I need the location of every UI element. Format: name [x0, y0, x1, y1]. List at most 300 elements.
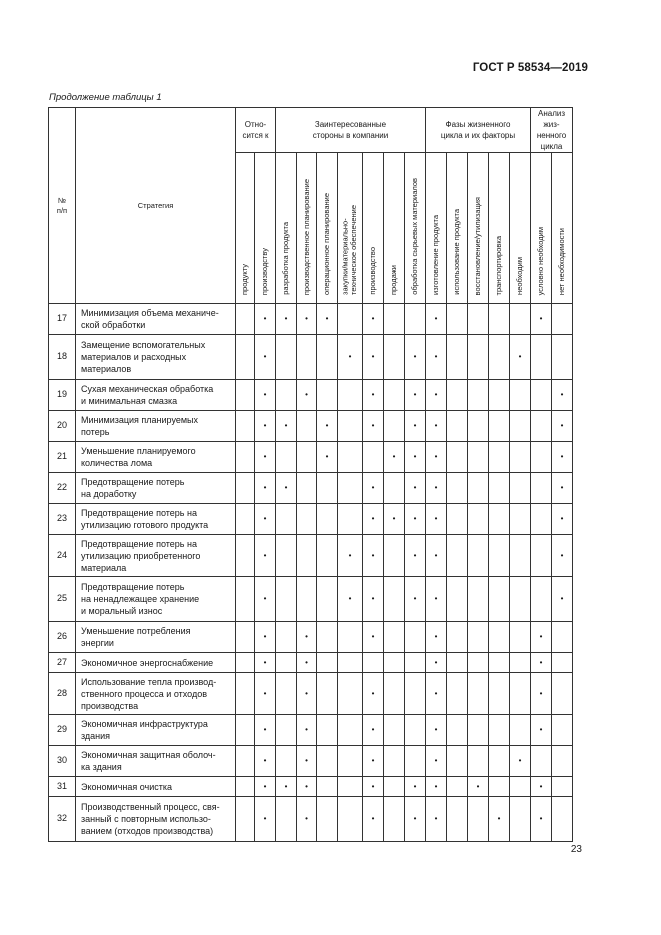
empty-cell	[468, 304, 489, 335]
mark-cell: •	[405, 442, 426, 473]
empty-cell	[552, 746, 573, 777]
empty-cell	[447, 577, 468, 622]
mark-cell: •	[363, 504, 384, 535]
mark-cell: •	[297, 715, 317, 746]
table-row	[49, 442, 573, 473]
empty-cell	[510, 715, 531, 746]
mark-cell: •	[405, 380, 426, 411]
number-header: № п/п	[49, 108, 76, 304]
empty-cell	[489, 535, 510, 577]
empty-cell	[338, 442, 363, 473]
empty-cell	[405, 715, 426, 746]
empty-cell	[489, 304, 510, 335]
empty-cell	[552, 304, 573, 335]
empty-cell	[384, 673, 405, 715]
group-header: Заинтересованные стороны в компании	[276, 108, 426, 153]
empty-cell	[447, 653, 468, 673]
group-header: Отно- сится к	[236, 108, 276, 153]
empty-cell	[489, 777, 510, 797]
empty-cell	[468, 504, 489, 535]
mark-cell: •	[552, 442, 573, 473]
column-header	[510, 153, 531, 304]
empty-cell	[363, 442, 384, 473]
empty-cell	[489, 746, 510, 777]
empty-cell	[236, 653, 255, 673]
mark-cell: •	[255, 715, 276, 746]
empty-cell	[276, 535, 297, 577]
empty-cell	[338, 304, 363, 335]
empty-cell	[489, 473, 510, 504]
mark-cell: •	[531, 797, 552, 842]
empty-cell	[297, 335, 317, 380]
mark-cell: •	[255, 746, 276, 777]
empty-cell	[447, 442, 468, 473]
mark-cell: •	[297, 380, 317, 411]
empty-cell	[317, 622, 338, 653]
mark-cell: •	[255, 473, 276, 504]
empty-cell	[338, 622, 363, 653]
mark-cell: •	[363, 473, 384, 504]
empty-cell	[338, 411, 363, 442]
strategy-cell: Производственный процесс, свя- занный с повторным использо- ванием (отходов производства)	[76, 797, 236, 842]
page-number: 23	[570, 844, 582, 855]
mark-cell: •	[531, 715, 552, 746]
empty-cell	[236, 473, 255, 504]
standard-number: ГОСТ Р 58534—2019	[472, 62, 588, 74]
mark-cell: •	[255, 442, 276, 473]
mark-cell: •	[363, 535, 384, 577]
empty-cell	[384, 746, 405, 777]
empty-cell	[468, 797, 489, 842]
empty-cell	[276, 797, 297, 842]
row-number: 23	[49, 504, 76, 535]
mark-cell: •	[363, 577, 384, 622]
row-number: 21	[49, 442, 76, 473]
empty-cell	[447, 504, 468, 535]
mark-cell: •	[363, 411, 384, 442]
column-header-label: разработка продукта	[280, 222, 290, 295]
empty-cell	[317, 535, 338, 577]
empty-cell	[468, 335, 489, 380]
empty-cell	[236, 380, 255, 411]
empty-cell	[447, 797, 468, 842]
mark-cell: •	[255, 304, 276, 335]
mark-cell: •	[426, 653, 447, 673]
empty-cell	[384, 653, 405, 673]
empty-cell	[447, 304, 468, 335]
empty-cell	[297, 577, 317, 622]
empty-cell	[317, 746, 338, 777]
column-header-label: производству	[259, 247, 269, 295]
mark-cell: •	[426, 442, 447, 473]
mark-cell: •	[255, 535, 276, 577]
empty-cell	[236, 797, 255, 842]
empty-cell	[531, 473, 552, 504]
group-header: Анализ жиз- ненного цикла	[531, 108, 573, 153]
empty-cell	[317, 335, 338, 380]
mark-cell: •	[363, 380, 384, 411]
empty-cell	[489, 715, 510, 746]
empty-cell	[552, 653, 573, 673]
empty-cell	[510, 673, 531, 715]
mark-cell: •	[255, 577, 276, 622]
mark-cell: •	[363, 797, 384, 842]
empty-cell	[317, 473, 338, 504]
table-row	[49, 746, 573, 777]
row-number: 20	[49, 411, 76, 442]
empty-cell	[317, 673, 338, 715]
mark-cell: •	[297, 673, 317, 715]
table-row	[49, 653, 573, 673]
table-row	[49, 797, 573, 842]
table-row	[49, 673, 573, 715]
mark-cell: •	[552, 380, 573, 411]
mark-cell: •	[531, 777, 552, 797]
mark-cell: •	[426, 777, 447, 797]
mark-cell: •	[426, 746, 447, 777]
empty-cell	[447, 380, 468, 411]
strategy-table	[48, 107, 573, 842]
mark-cell: •	[297, 777, 317, 797]
empty-cell	[489, 411, 510, 442]
column-header-label: транспортировка	[493, 235, 503, 295]
empty-cell	[405, 622, 426, 653]
empty-cell	[447, 473, 468, 504]
empty-cell	[384, 622, 405, 653]
empty-cell	[468, 442, 489, 473]
column-header	[297, 153, 317, 304]
column-header-label: условно необходим	[535, 226, 545, 295]
empty-cell	[405, 746, 426, 777]
empty-cell	[276, 653, 297, 673]
row-number: 31	[49, 777, 76, 797]
empty-cell	[447, 622, 468, 653]
empty-cell	[236, 304, 255, 335]
empty-cell	[384, 304, 405, 335]
mark-cell: •	[405, 777, 426, 797]
table-row	[49, 335, 573, 380]
mark-cell: •	[552, 411, 573, 442]
empty-cell	[552, 797, 573, 842]
empty-cell	[276, 335, 297, 380]
empty-cell	[317, 777, 338, 797]
mark-cell: •	[426, 380, 447, 411]
empty-cell	[468, 622, 489, 653]
strategy-cell: Предотвращение потерь на утилизацию готового продукта	[76, 504, 236, 535]
mark-cell: •	[426, 673, 447, 715]
strategy-cell: Экономичное энергоснабжение	[76, 653, 236, 673]
table-row	[49, 411, 573, 442]
empty-cell	[236, 715, 255, 746]
mark-cell: •	[426, 715, 447, 746]
mark-cell: •	[255, 335, 276, 380]
empty-cell	[447, 673, 468, 715]
empty-cell	[531, 411, 552, 442]
empty-cell	[531, 535, 552, 577]
column-header-label: обработка сырьевых материалов	[409, 178, 419, 295]
mark-cell: •	[426, 473, 447, 504]
empty-cell	[384, 535, 405, 577]
mark-cell: •	[405, 411, 426, 442]
empty-cell	[552, 335, 573, 380]
mark-cell: •	[363, 622, 384, 653]
column-header	[255, 153, 276, 304]
mark-cell: •	[338, 335, 363, 380]
table-caption: Продолжение таблицы 1	[49, 92, 162, 103]
column-header	[447, 153, 468, 304]
mark-cell: •	[317, 411, 338, 442]
column-header-label: продажи	[388, 265, 398, 295]
empty-cell	[236, 622, 255, 653]
mark-cell: •	[255, 504, 276, 535]
empty-cell	[489, 442, 510, 473]
empty-cell	[236, 746, 255, 777]
empty-cell	[276, 673, 297, 715]
empty-cell	[489, 577, 510, 622]
empty-cell	[468, 577, 489, 622]
mark-cell: •	[255, 777, 276, 797]
empty-cell	[447, 411, 468, 442]
empty-cell	[531, 380, 552, 411]
empty-cell	[468, 746, 489, 777]
strategy-cell: Замещение вспомогательных материалов и расходных материалов	[76, 335, 236, 380]
empty-cell	[384, 797, 405, 842]
empty-cell	[510, 577, 531, 622]
empty-cell	[276, 504, 297, 535]
mark-cell: •	[426, 335, 447, 380]
empty-cell	[468, 380, 489, 411]
mark-cell: •	[552, 504, 573, 535]
empty-cell	[405, 673, 426, 715]
column-header	[468, 153, 489, 304]
empty-cell	[338, 653, 363, 673]
mark-cell: •	[363, 673, 384, 715]
empty-cell	[531, 335, 552, 380]
table-row	[49, 535, 573, 577]
strategy-header: Стратегия	[76, 108, 236, 304]
empty-cell	[405, 653, 426, 673]
table-row	[49, 473, 573, 504]
empty-cell	[447, 777, 468, 797]
empty-cell	[468, 715, 489, 746]
mark-cell: •	[297, 304, 317, 335]
column-header	[384, 153, 405, 304]
empty-cell	[338, 746, 363, 777]
empty-cell	[489, 622, 510, 653]
column-header-label: закупки/материально- техническое обеспечение	[340, 205, 358, 295]
empty-cell	[276, 380, 297, 411]
table-row	[49, 577, 573, 622]
column-header	[426, 153, 447, 304]
empty-cell	[236, 673, 255, 715]
mark-cell: •	[426, 797, 447, 842]
mark-cell: •	[255, 622, 276, 653]
mark-cell: •	[489, 797, 510, 842]
mark-cell: •	[405, 473, 426, 504]
empty-cell	[489, 653, 510, 673]
mark-cell: •	[531, 653, 552, 673]
empty-cell	[552, 715, 573, 746]
strategy-cell: Уменьшение потребления энергии	[76, 622, 236, 653]
mark-cell: •	[363, 335, 384, 380]
empty-cell	[468, 673, 489, 715]
empty-cell	[317, 715, 338, 746]
strategy-cell: Предотвращение потерь на ненадлежащее хранение и моральный износ	[76, 577, 236, 622]
mark-cell: •	[426, 304, 447, 335]
column-header-label: необходим	[514, 257, 524, 295]
empty-cell	[510, 380, 531, 411]
empty-cell	[384, 335, 405, 380]
table-row	[49, 304, 573, 335]
empty-cell	[317, 577, 338, 622]
mark-cell: •	[255, 673, 276, 715]
empty-cell	[531, 577, 552, 622]
mark-cell: •	[405, 535, 426, 577]
row-number: 29	[49, 715, 76, 746]
column-header	[489, 153, 510, 304]
empty-cell	[363, 653, 384, 673]
mark-cell: •	[405, 335, 426, 380]
mark-cell: •	[338, 535, 363, 577]
empty-cell	[276, 746, 297, 777]
table-row	[49, 622, 573, 653]
empty-cell	[489, 335, 510, 380]
column-header	[531, 153, 552, 304]
column-header	[338, 153, 363, 304]
mark-cell: •	[426, 411, 447, 442]
empty-cell	[510, 535, 531, 577]
empty-cell	[552, 777, 573, 797]
empty-cell	[531, 504, 552, 535]
empty-cell	[468, 653, 489, 673]
mark-cell: •	[317, 304, 338, 335]
empty-cell	[447, 535, 468, 577]
strategy-cell: Минимизация планируемых потерь	[76, 411, 236, 442]
column-header-label: продукту	[239, 264, 249, 295]
row-number: 25	[49, 577, 76, 622]
column-header	[317, 153, 338, 304]
strategy-cell: Предотвращение потерь на утилизацию приобретенного материала	[76, 535, 236, 577]
empty-cell	[384, 380, 405, 411]
strategy-cell: Сухая механическая обработка и минимальная смазка	[76, 380, 236, 411]
empty-cell	[531, 442, 552, 473]
column-header-label: производственное планирование	[301, 178, 311, 295]
strategy-cell: Экономичная инфраструктура здания	[76, 715, 236, 746]
table-body	[49, 304, 573, 842]
column-header-label: восстановление/утилизация	[472, 196, 482, 295]
column-header	[552, 153, 573, 304]
row-number: 26	[49, 622, 76, 653]
mark-cell: •	[552, 535, 573, 577]
empty-cell	[489, 673, 510, 715]
empty-cell	[447, 715, 468, 746]
empty-cell	[384, 715, 405, 746]
empty-cell	[236, 442, 255, 473]
column-header	[405, 153, 426, 304]
mark-cell: •	[363, 715, 384, 746]
empty-cell	[384, 411, 405, 442]
mark-cell: •	[297, 622, 317, 653]
column-header	[276, 153, 297, 304]
column-header-label: нет необходимости	[556, 227, 566, 295]
mark-cell: •	[384, 504, 405, 535]
mark-cell: •	[426, 622, 447, 653]
row-number: 28	[49, 673, 76, 715]
empty-cell	[510, 622, 531, 653]
empty-cell	[447, 746, 468, 777]
empty-cell	[489, 380, 510, 411]
empty-cell	[489, 504, 510, 535]
empty-cell	[468, 473, 489, 504]
mark-cell: •	[255, 411, 276, 442]
empty-cell	[510, 504, 531, 535]
empty-cell	[276, 577, 297, 622]
empty-cell	[338, 673, 363, 715]
empty-cell	[297, 411, 317, 442]
strategy-cell: Использование тепла производ- ственного процесса и отходов производства	[76, 673, 236, 715]
row-number: 27	[49, 653, 76, 673]
table-row	[49, 715, 573, 746]
empty-cell	[468, 411, 489, 442]
empty-cell	[236, 335, 255, 380]
mark-cell: •	[297, 746, 317, 777]
mark-cell: •	[426, 535, 447, 577]
strategy-cell: Экономичная защитная оболоч- ка здания	[76, 746, 236, 777]
empty-cell	[338, 473, 363, 504]
empty-cell	[276, 622, 297, 653]
empty-cell	[236, 777, 255, 797]
strategy-cell: Уменьшение планируемого количества лома	[76, 442, 236, 473]
table-row	[49, 380, 573, 411]
empty-cell	[276, 715, 297, 746]
column-header-label: операционное планирование	[321, 193, 331, 295]
empty-cell	[531, 746, 552, 777]
mark-cell: •	[255, 380, 276, 411]
mark-cell: •	[363, 746, 384, 777]
empty-cell	[510, 653, 531, 673]
empty-cell	[384, 577, 405, 622]
empty-cell	[338, 777, 363, 797]
empty-cell	[447, 335, 468, 380]
empty-cell	[384, 473, 405, 504]
empty-cell	[510, 442, 531, 473]
mark-cell: •	[552, 577, 573, 622]
row-number: 19	[49, 380, 76, 411]
strategy-cell: Экономичная очистка	[76, 777, 236, 797]
mark-cell: •	[363, 777, 384, 797]
empty-cell	[236, 504, 255, 535]
mark-cell: •	[297, 797, 317, 842]
table-row	[49, 504, 573, 535]
strategy-cell: Минимизация объема механиче- ской обработки	[76, 304, 236, 335]
mark-cell: •	[510, 746, 531, 777]
empty-cell	[552, 673, 573, 715]
column-header-label: использование продукта	[451, 209, 461, 295]
empty-cell	[317, 653, 338, 673]
empty-cell	[338, 715, 363, 746]
mark-cell: •	[531, 304, 552, 335]
empty-cell	[510, 304, 531, 335]
empty-cell	[384, 777, 405, 797]
mark-cell: •	[276, 411, 297, 442]
strategy-cell: Предотвращение потерь на доработку	[76, 473, 236, 504]
mark-cell: •	[531, 673, 552, 715]
column-header	[236, 153, 255, 304]
mark-cell: •	[405, 797, 426, 842]
row-number: 24	[49, 535, 76, 577]
empty-cell	[338, 380, 363, 411]
empty-cell	[236, 577, 255, 622]
